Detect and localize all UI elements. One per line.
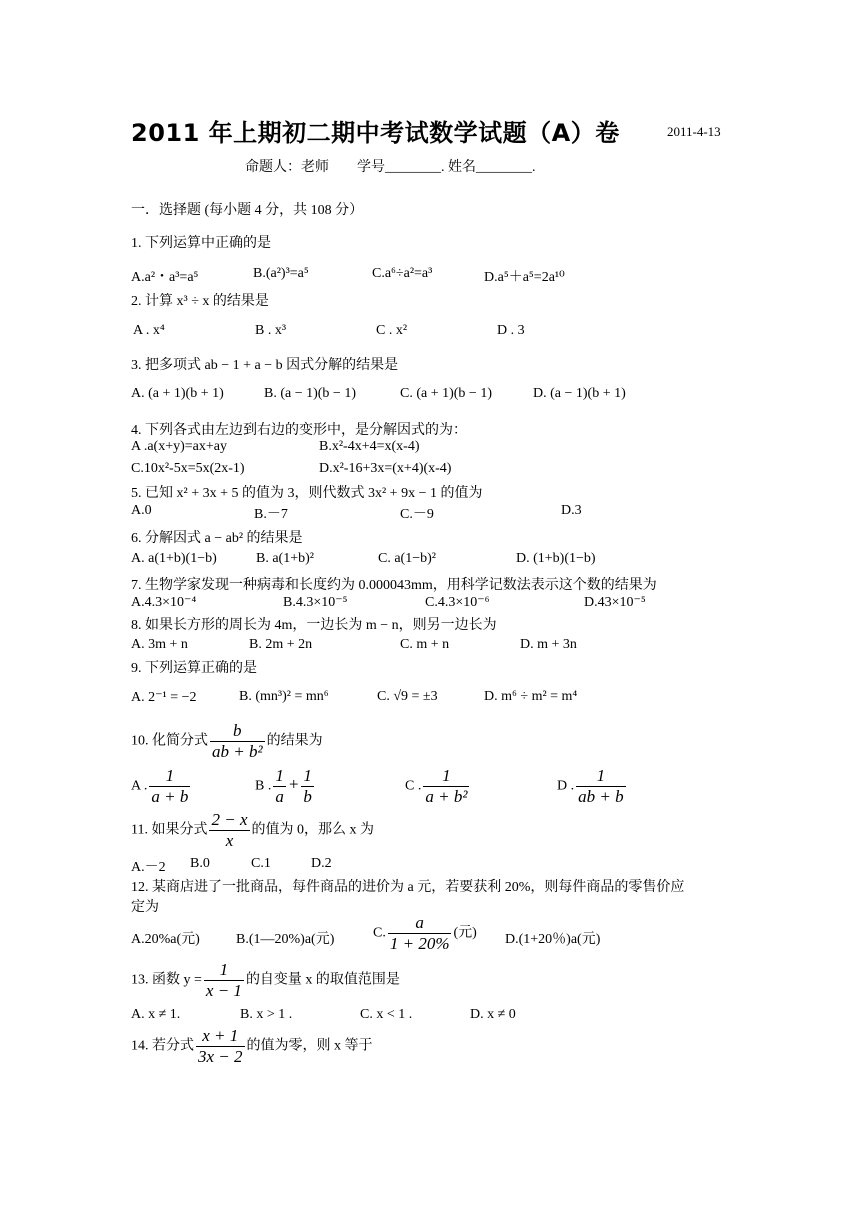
- question-6-option-a: A. a(1+b)(1−b): [131, 551, 217, 566]
- plus-sign: +: [287, 774, 300, 794]
- question-14-stem-post: 的值为零，则 x 等于: [246, 1038, 373, 1054]
- question-1-option-b: B.(a²)³=a⁵: [253, 266, 309, 281]
- fraction-numerator: x + 1: [202, 1026, 239, 1045]
- question-14-fraction: [196, 1026, 245, 1067]
- question-10-option-a: [131, 766, 192, 807]
- question-6-stem: 6. 分解因式 a − ab² 的结果是: [131, 531, 303, 546]
- fraction-denominator: b: [303, 787, 312, 806]
- question-11-option-a: A.－2: [131, 860, 166, 875]
- question-5-option-a: A.0: [131, 503, 152, 518]
- question-11-option-b: B.0: [190, 856, 210, 871]
- question-13-option-b: B. x > 1 .: [240, 1007, 293, 1022]
- question-2-option-a: A . x⁴: [133, 323, 165, 338]
- question-8-option-b: B. 2m + 2n: [249, 637, 313, 652]
- fraction-numerator: 1: [275, 766, 284, 785]
- exam-date: 2011-4-13: [667, 124, 721, 139]
- question-2-stem: 2. 计算 x³ ÷ x 的结果是: [131, 294, 269, 309]
- question-7-option-d: D.43×10⁻⁵: [584, 595, 646, 610]
- question-10-stem: [131, 721, 323, 762]
- option-label: D .: [557, 778, 575, 794]
- question-9-option-c: C. √9 = ±3: [377, 689, 438, 704]
- fraction-denominator: a: [275, 787, 284, 806]
- question-14-stem: [131, 1026, 373, 1067]
- question-13-fraction: [204, 960, 244, 1001]
- question-11-stem-post: 的值为 0，那么 x 为: [251, 822, 375, 838]
- question-12-option-b: B.(1—20%)a(元): [236, 932, 335, 947]
- option-fraction: [149, 766, 190, 807]
- option-fraction-1: [273, 766, 286, 807]
- question-11-stem: [131, 810, 374, 851]
- option-label: C.: [373, 925, 386, 941]
- fraction-denominator: 1 + 20%: [389, 934, 450, 953]
- fraction-numerator: 2 − x: [211, 810, 248, 829]
- author-line: 命题人：老师 学号________. 姓名________.: [245, 160, 536, 175]
- question-1-option-c: C.a⁶÷a²=a³: [372, 266, 433, 281]
- fraction-denominator: ab + b: [578, 787, 624, 806]
- fraction-numerator: b: [233, 721, 242, 740]
- question-6-option-c: C. a(1−b)²: [378, 551, 436, 566]
- question-6-option-d: D. (1+b)(1−b): [516, 551, 596, 566]
- fraction-denominator: x: [209, 830, 249, 851]
- question-11-option-c: C.1: [251, 856, 271, 871]
- option-fraction: [388, 913, 452, 954]
- question-10-option-d: [557, 766, 628, 807]
- fraction-numerator: 1: [442, 766, 451, 785]
- question-8-option-c: C. m + n: [400, 637, 450, 652]
- question-10-stem-post: 的结果为: [266, 733, 323, 749]
- fraction-numerator: 1: [165, 766, 175, 785]
- question-9-option-d: D. m⁶ ÷ m² = m⁴: [484, 689, 578, 704]
- question-2-option-d: D . 3: [497, 323, 525, 338]
- question-10-stem-pre: 10. 化简分式: [131, 733, 208, 749]
- question-3-option-c: C. (a + 1)(b − 1): [400, 386, 492, 401]
- question-4-option-b: B.x²-4x+4=x(x-4): [319, 439, 420, 454]
- question-5-option-c: C.－9: [400, 507, 434, 522]
- question-9-option-a: A. 2⁻¹ = −2: [131, 690, 197, 705]
- question-5-option-d: D.3: [561, 503, 582, 518]
- fraction-numerator: a: [415, 913, 424, 932]
- page-title: 2011 年上期初二期中考试数学试题（A）卷: [131, 119, 620, 147]
- question-12-stem-line1: 12. 某商店进了一批商品，每件商品的进价为 a 元，若要获利 20%，则每件商品的零售价应: [131, 880, 685, 895]
- question-13-option-c: C. x < 1 .: [360, 1007, 413, 1022]
- question-7-option-a: A.4.3×10⁻⁴: [131, 595, 197, 610]
- question-13-stem: [131, 960, 400, 1001]
- fraction-numerator: 1: [303, 766, 312, 785]
- question-8-option-a: A. 3m + n: [131, 637, 188, 652]
- question-3-option-a: A. (a + 1)(b + 1): [131, 386, 224, 401]
- question-7-stem: 7. 生物学家发现一种病毒和长度约为 0.000043mm，用科学记数法表示这个数的结果为: [131, 578, 657, 593]
- fraction-denominator: a + b: [151, 787, 189, 806]
- fraction-denominator: 3x − 2: [198, 1047, 243, 1066]
- fraction-denominator: a + b²: [425, 787, 468, 806]
- question-12-option-a: A.20%a(元): [131, 932, 200, 947]
- question-13-option-a: A. x ≠ 1.: [131, 1007, 181, 1022]
- question-10-fraction: [210, 721, 265, 762]
- question-5-stem: 5. 已知 x² + 3x + 5 的值为 3，则代数式 3x² + 9x − 1 的值为: [131, 486, 483, 501]
- option-fraction-2: [301, 766, 314, 807]
- question-2-option-b: B . x³: [255, 323, 287, 338]
- question-11-fraction: [209, 810, 249, 851]
- option-label: B .: [255, 778, 272, 794]
- question-6-option-b: B. a(1+b)²: [256, 551, 314, 566]
- section-heading: 一．选择题 (每小题 4 分，共 108 分）: [131, 203, 364, 218]
- option-fraction: [423, 766, 469, 807]
- question-8-option-d: D. m + 3n: [520, 637, 577, 652]
- question-9-stem: 9. 下列运算正确的是: [131, 661, 257, 676]
- question-7-option-c: C.4.3×10⁻⁶: [425, 595, 490, 610]
- question-12-stem-line2: 定为: [131, 900, 159, 915]
- option-label: C .: [405, 778, 422, 794]
- question-11-option-d: D.2: [311, 856, 332, 871]
- option-fraction: [576, 766, 625, 807]
- question-5-option-b: B.－7: [254, 507, 288, 522]
- question-4-stem: 4. 下列各式由左边到右边的变形中，是分解因式的为：: [131, 423, 467, 438]
- question-1-option-a: A.a²・a³=a⁵: [131, 270, 199, 285]
- question-12-option-d: D.(1+20％)a(元): [505, 932, 601, 947]
- question-2-option-c: C . x²: [376, 323, 408, 338]
- question-3-stem: 3. 把多项式 ab − 1 + a − b 因式分解的结果是: [131, 358, 399, 373]
- question-13-stem-pre: 13. 函数 y =: [131, 972, 202, 988]
- question-10-option-b: [255, 766, 316, 807]
- question-4-option-d: D.x²-16+3x=(x+4)(x-4): [319, 461, 452, 476]
- question-13-stem-post: 的自变量 x 的取值范围是: [245, 972, 400, 988]
- question-14-stem-pre: 14. 若分式: [131, 1038, 194, 1054]
- question-12-option-c: [373, 913, 477, 954]
- option-label: A .: [131, 778, 148, 794]
- fraction-numerator: 1: [596, 766, 606, 785]
- question-13-option-d: D. x ≠ 0: [470, 1007, 516, 1022]
- question-4-option-c: C.10x²-5x=5x(2x-1): [131, 461, 245, 476]
- question-4-option-a: A .a(x+y)=ax+ay: [131, 439, 227, 454]
- question-3-option-b: B. (a − 1)(b − 1): [264, 386, 356, 401]
- fraction-numerator: 1: [219, 960, 229, 979]
- question-9-option-b: B. (mn³)² = mn⁶: [239, 689, 329, 704]
- fraction-denominator: x − 1: [205, 981, 242, 1000]
- question-11-stem-pre: 11. 如果分式: [131, 822, 208, 838]
- unit-label: (元): [453, 925, 477, 941]
- question-3-option-d: D. (a − 1)(b + 1): [533, 386, 626, 401]
- question-1-stem: 1. 下列运算中正确的是: [131, 236, 271, 251]
- question-10-option-c: [405, 766, 471, 807]
- question-1-option-d: D.a⁵＋a⁵=2a¹⁰: [484, 270, 565, 285]
- fraction-denominator: ab + b²: [212, 742, 263, 761]
- question-7-option-b: B.4.3×10⁻⁵: [283, 595, 348, 610]
- question-8-stem: 8. 如果长方形的周长为 4m，一边长为 m − n，则另一边长为: [131, 618, 497, 633]
